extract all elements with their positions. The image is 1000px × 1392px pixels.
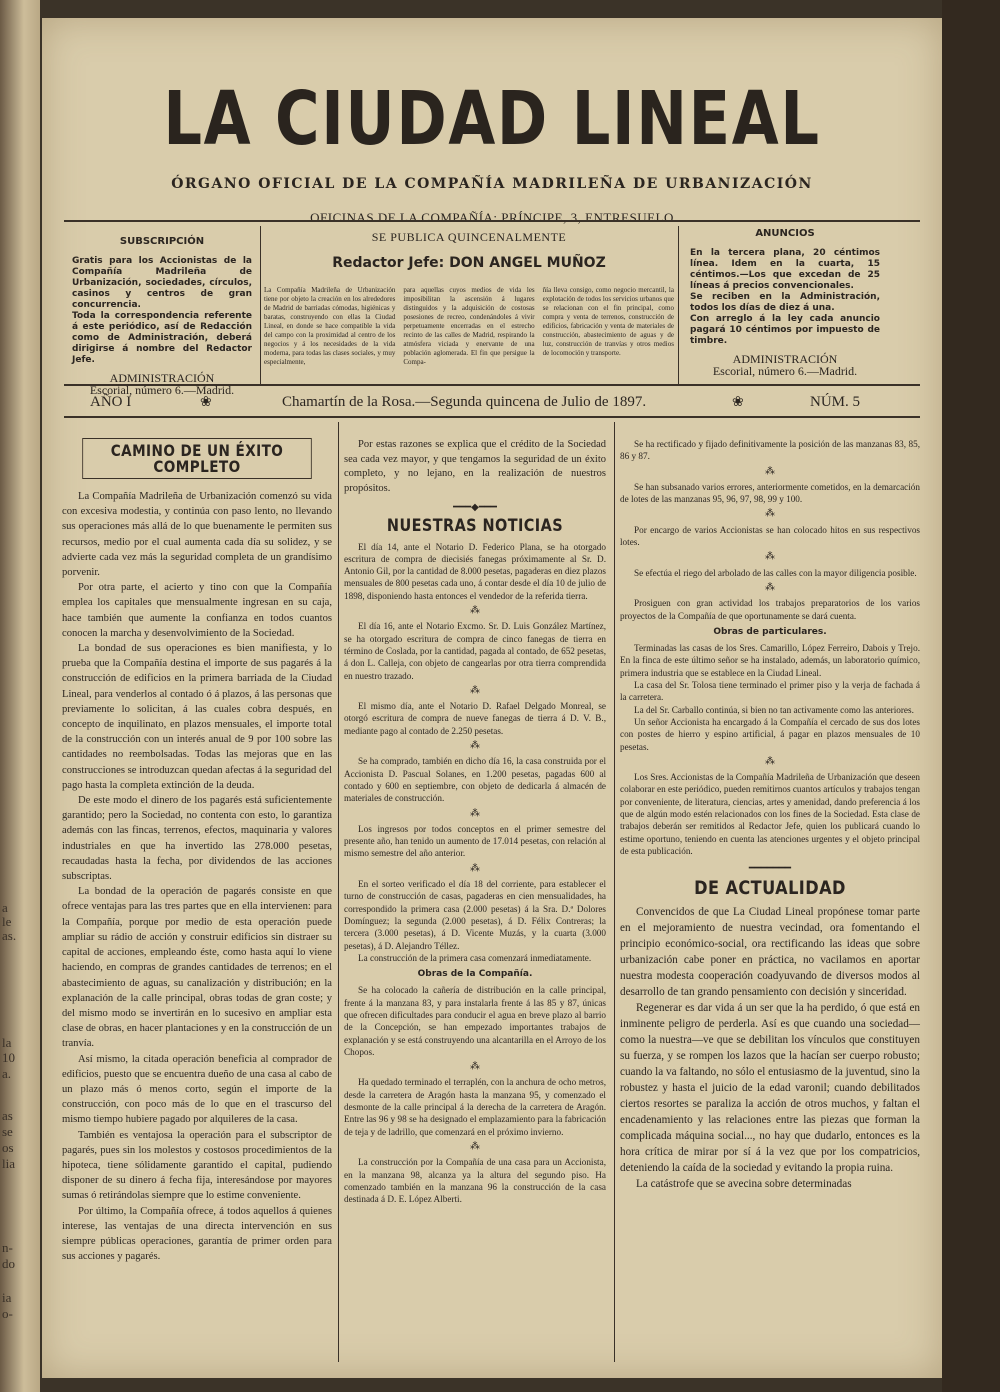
- ads-address: Escorial, número 6.—Madrid.: [712, 364, 858, 378]
- edge-fragment: lia: [2, 1156, 15, 1171]
- issue-number: NÚM. 5: [810, 394, 861, 410]
- news-item: La casa del Sr. Tolosa tiene terminado el primer piso y la verja de fachada á la carretera.: [620, 680, 920, 703]
- ornament-icon: ❀: [732, 394, 744, 410]
- offices-address: OFICINAS DE LA COMPAÑÍA: PRÍNCIPE, 3, ENTRESUELO: [310, 210, 674, 225]
- news-item: El día 16, ante el Notario Excmo. Sr. D. Luis González Martínez, se ha otorgado escritura de compra de cinco fanegas de tierra en término de Coslada, por la cantidad, pagada al contado, de 652 pesetas, á don L. Calleja, con objeto de cangearlas por otra tierra comprendida en nuestro trazado.: [344, 621, 607, 681]
- editorial-info: [264, 230, 674, 271]
- paragraph: La catástrofe que se avecina sobre determinadas: [636, 1177, 852, 1190]
- article-heading: CAMINO DE UN ÉXITO COMPLETO: [82, 438, 312, 479]
- news-item: Se ha colocado la cañería de distribución en la calle principal, frente á la manzana 83, y para instalarla frente á las 85 y 87, únicas que ofrecen dificultades para conducir el agua en breve plazo al barrio de la Concepción, se han empezado importantes trabajos de explanación y se está construyendo una alcantarilla en el Arroyo de los Chopos.: [344, 985, 606, 1057]
- paragraph: También es ventajosa la operación para el subscriptor de pagarés, pues sin los molestos y costosos procedimientos de la hipoteca, tiene sólidamente garantido el capital, pudiendo disponer de su dinero á fecha fija, interesándose por mayores sumas ó retirándolas siempre que lo estime conveniente.: [62, 1129, 332, 1202]
- article-column-1: [62, 438, 332, 1264]
- news-item: Se han subsanado varios errores, anteriormente cometidos, en la demarcación de lotes de las manzanas 95, 96, 97, 98, 99 y 100.: [620, 481, 920, 505]
- news-item: Prosiguen con gran actividad los trabajos preparatorios de los varios proyectos de la Compañía de que oportunamente se dará cuenta.: [620, 598, 920, 621]
- purpose-text: El fin que persigue la Compa-: [403, 349, 535, 366]
- adjacent-page-edge: [0, 0, 40, 1392]
- ornament-rule: ━━━◆━━━: [453, 502, 497, 513]
- news-item: La construcción por la Compañía de una casa para un Accionista, en la manzana 98, alcanza ya la altura del segundo piso. Ha comenzado también en la manzana 96 la construcción de la casa destinada á D. E. López Alberti.: [344, 1157, 606, 1205]
- news-item: La construcción de la primera casa comenzará inmediatamente.: [358, 952, 592, 963]
- ads-text: En la tercera plana, 20 céntimos línea. Idem en la cuarta, 15 céntimos.—Los que excedan de 25 líneas á precios convencionales.: [690, 248, 880, 291]
- news-item: Ha quedado terminado el terraplén, con la anchura de ocho metros, desde la carretera de Aragón hasta la manzana 95, y comenzado el desmonte de la calle principal á la derecha de la carretera de Aragón. Entre las 96 y 98 se ha designado el emplazamiento para la fabricación de teja y de ladrillo, que comenzará en el próximo invierno.: [344, 1077, 606, 1137]
- separator-stars: ⁂: [765, 551, 775, 563]
- edge-fragment: do: [2, 1256, 15, 1271]
- column-divider: [338, 422, 339, 1362]
- section-heading: NUESTRAS NOTICIAS: [386, 516, 564, 537]
- news-item: Terminadas las casas de los Sres. Camarillo, López Ferreiro, Dabois y Trejo. En la finca de este último señor se ha instalado, además, un laboratorio químico, primera industria que se establece en la Ciudad Lineal.: [620, 643, 920, 678]
- paragraph: Por otra parte, el acierto y tino con que la Compañía emplea los capitales que mensualmente ingresan en su caja, hace también que aumente la confianza en todos cuantos conocen la marcha y desenvolvimiento de la Sociedad.: [62, 582, 332, 639]
- subscription-heading: SUBSCRIPCIÓN: [119, 236, 205, 247]
- separator-stars: ⁂: [765, 755, 775, 767]
- edge-fragment: ia: [2, 1290, 12, 1305]
- purpose-column: La Compañía Madrileña de Urbanización tiene por objeto la creación en los alrededores de Madrid de barriadas cómodas, higiénicas y baratas, construyendo con ellas la Ciudad Lineal, en donde se hace compatible la vida del campo con la proximidad al centro de los negocios y á los necesidades de la vida moderna, para todas las clases sociales, y muy especialmente,: [264, 286, 396, 366]
- header-rule-top: [64, 220, 920, 222]
- subscription-box: [72, 236, 252, 396]
- edge-fragment: a.: [2, 1066, 12, 1081]
- separator-stars: ⁂: [765, 581, 775, 593]
- paragraph: Regenerar es dar vida á un ser que la ha perdido, ó que está en inminente peligro de perderla. Así es que cuando una sociedad—como la nuestra—ve que se debilitan los vínculos que constituyen su fuerza, y se rompen los lazos que la hacían ser cuerpo robusto; cuando la va faltando, no sólo el entusiasmo de la juventud, sino la robustez y hasta el juicio de la edad varonil; cuando debilitados ciertos resortes se paraliza la acción de otros muchos, y faltan el encadenamiento y las relaciones entre las piezas que forman la complicada máquina social..., no hay que dudarlo, entonces es la hora crítica de mirar por sí á la vez que por los compatricios, deteniendo la caída de la sociedad y evitando la propia ruina.: [620, 1001, 920, 1174]
- paragraph: De este modo el dinero de los pagarés está suficientemente garantido; pero la Sociedad, no contenta con esto, lo garantiza además con las fincas, terrenos, efectos, maquinaria y valores industriales en que ha invertido las 278.000 pesetas, recaudadas hasta la fecha, por dividendos de las acciones subscriptas.: [62, 795, 332, 883]
- editor-in-chief: Redactor Jefe: DON ANGEL MUÑOZ: [332, 255, 606, 271]
- news-item: El día 14, ante el Notario D. Federico Plana, se ha otorgado escritura de compra de diecisiés fanegas próximamente al Sr. D. Antonio Gil, por la cantidad de 8.000 pesetas, pagaderas en diez plazos mensuales de 800 pesetas cada uno, á contar desde el día 10 de julio de 1898, disponiendo hasta entonces el vendedor de la referida tierra.: [344, 541, 606, 601]
- dateline-rule-bottom: [64, 416, 920, 418]
- paragraph: Convencidos de que La Ciudad Lineal propónese tomar parte en el mejoramiento de nuestra vecindad, ora fomentando el principio económico-social, ora rectificando las ideas que sobre urbanización cabe poner en práctica, no vacilamos en aportar nuestra modesta cooperación coadyuvando de diversos modos al desarrollo de tan grando pensamiento con decisión y sinceridad.: [620, 905, 920, 998]
- newspaper-title: LA CIUDAD LINEAL: [163, 76, 821, 162]
- news-item: Se ha comprado, también en dicho día 16, la casa construida por el Accionista D. Pascual Solanes, en 1.200 pesetas, pagadas 600 al contado y 600 en septiembre, con objeto de dedicarla á almacén de materiales de construcción.: [344, 756, 606, 804]
- news-item: Por encargo de varios Accionistas se han colocado hitos en sus respectivos lotes.: [620, 524, 920, 548]
- paragraph: Así mismo, la citada operación beneficia al comprador de edificios, puesto que se encuentra dueño de una casa al cabo de un plazo más ó menos corto, según el importe de la construcción, con poco más de lo que en el trascurso del mismo tiempo hubiere pagado por alquileres de la casa.: [62, 1053, 332, 1126]
- separator-stars: ⁂: [470, 605, 480, 617]
- header-divider-left: [260, 226, 261, 384]
- news-item: Se efectúa el riego del arbolado de las calles con la mayor diligencia posible.: [634, 567, 917, 578]
- separator-stars: ⁂: [470, 684, 480, 696]
- edge-fragment: as.: [2, 928, 17, 943]
- purpose-column: ñía lleva consigo, como negocio mercantil, la explotación de todos los servicios urbanos que se relacionan con el fin principal, como compra y venta de terrenos, construcción de edificios, fabricación y venta de materiales de construcción, abastecimiento de aguas y de luz, construcción de tranvías y otros medios de locomoción y transporte.: [542, 286, 674, 357]
- separator-stars: ⁂: [470, 807, 480, 819]
- header-divider-right: [678, 226, 679, 384]
- separator-stars: ⁂: [765, 508, 775, 520]
- section-heading: DE ACTUALIDAD: [694, 876, 846, 899]
- separator-stars: ⁂: [470, 862, 480, 874]
- paragraph: La Compañía Madrileña de Urbanización comenzó su vida con excesiva modestia, y continúa con paso lento, no llevando sus operaciones más allá de lo que buenamente le permiten sus recursos, medio por el cual aumenta cada día su solidez, y se advierte cada vez más la seguridad completa de un grandísimo porvenir.: [62, 491, 332, 579]
- purpose-column: [403, 286, 534, 367]
- paragraph: La bondad de sus operaciones es bien manifiesta, y lo prueba que la Compañía destina el importe de sus pagarés á la construcción de edificios en la primera barriada de la Ciudad Lineal, para venderlos al contado ó á plazos, á las personas que previamente lo solicitan, á las cuales cobra después, en concepto de inquilinato, en plazos mensuales, el importe total de la construcción con un interés anual de 9 por 100 sobre las cantidades no reembolsadas. Todas las mejoras que en las construcciones se introduzcan quedan afectas á la seguridad del pago hasta la completa extinción de la deuda.: [62, 643, 332, 791]
- news-item: Los ingresos por todos conceptos en el primer semestre del presente año, han tenido un aumento de 17.014 pesetas, con relación al mismo semestre del año anterior.: [344, 823, 606, 859]
- separator-stars: ⁂: [470, 740, 480, 752]
- ads-heading: ANUNCIOS: [755, 228, 815, 239]
- scan-background: [942, 0, 1000, 1392]
- ads-text: Se reciben en la Administración, todos los días de diez á una.: [690, 292, 880, 313]
- ornament-rule: ━━━━━━━: [748, 863, 792, 875]
- company-purpose: [264, 286, 674, 367]
- edge-fragment: 10: [2, 1050, 15, 1065]
- subscription-text: Toda la correspondencia referente á este periódico, así de Redacción como de Administración, deberá dirigirse á nombre del Redactor Jefe.: [72, 311, 252, 365]
- edge-fragment: n-: [2, 1240, 13, 1255]
- news-column-3: [620, 438, 920, 1192]
- edge-fragment: as: [2, 1108, 13, 1123]
- ads-admin: ADMINISTRACIÓN: [732, 352, 838, 366]
- paragraph: Por estas razones se explica que el crédito de la Sociedad sea cada vez mayor, y que tengamos la seguridad de un éxito completo, y no lejano, en la realización de nuestros propósitos.: [344, 439, 606, 494]
- ads-text: Con arreglo á la ley cada anuncio pagará 10 céntimos por impuesto de timbre.: [690, 314, 880, 346]
- edge-fragment: os: [2, 1140, 14, 1155]
- news-item: En el sorteo verificado el día 18 del corriente, para establecer el turno de construcción de casas, pagaderas en cien mensualidades, ha correspondido la primera casa (2.000 pesetas) á la Sra. D.ª Dolores Domínguez; la segunda (2.000 pesetas), á D. Félix Contreras; la tercera (3.000 pesetas), á D. Vicente Muzás, y la cuarta (3.000 pesetas), á D. Alejandro Téllez.: [344, 879, 606, 951]
- edge-fragment: la: [2, 1035, 12, 1050]
- subscription-admin: ADMINISTRACIÓN: [109, 371, 215, 385]
- subscription-text: Gratis para los Accionistas de la Compañía Madrileña de Urbanización, sociedades, círculos, casinos y centros de gran concurrencia.: [72, 256, 252, 310]
- news-item: Los Sres. Accionistas de la Compañía Madrileña de Urbanización que deseen colaborar en este periódico, pueden remitirnos cuantos artículos y trabajos tengan por conveniente, de literatura, ciencias, artes y amenidad, dando preferencia á los que de algún modo estén relacionados con los fines de la Sociedad. Esta clase de trabajos deberán ser remitidos al Redactor Jefe, quien los publicará cuando lo estime oportuno, teniendo en cuenta las atenciones urgentes y el objeto principal de esta publicación.: [620, 772, 920, 856]
- volume-year: AÑO I: [90, 394, 132, 410]
- news-item: Se ha rectificado y fijado definitivamente la posición de las manzanas 83, 85, 86 y 87.: [620, 439, 920, 462]
- subsection-heading: Obras de la Compañía.: [417, 969, 533, 980]
- separator-stars: ⁂: [765, 465, 775, 477]
- edge-fragment: o-: [2, 1306, 13, 1321]
- subscription-address: Escorial, número 6.—Madrid.: [89, 383, 235, 397]
- place-and-date: Chamartín de la Rosa.—Segunda quincena de Julio de 1897.: [282, 394, 647, 410]
- paragraph: La bondad de la operación de pagarés consiste en que ofrece ventajas para las tres partes que en ella intervienen: para la Compañía, porque por medio de esta operación puede ampliar su rádio de acción y construir edificios sin distraer su capital de acciones, empleando éste, como hasta aquí lo viene haciendo, en compras de grandes cantidades de terrenos; en el abastecimiento de aguas, su canalización y distribución; en la explanación de la calle principal, obras todas de gran coste; y del mismo modo se invertirán en lo sucesivo en ampliar esta clase de obras, en hacer plantaciones y en la construcción de un tranvía.: [62, 886, 332, 1050]
- paragraph: Por último, la Compañía ofrece, á todos aquellos á quienes interese, las ventajas de una directa intervención en sus siempre públicas operaciones, garantía de primer orden para sus acciones y pagarés.: [62, 1205, 332, 1263]
- purpose-text: para aquellas cuyos medios de vida les imposibilitan la ascensión á lugares distinguidos y la adquisición de costosas posesiones de recreo, condenándoles á vivir perpetuamente encerradas en el estrecho recinto de las calles de Madrid, respirando la atmósfera viciada y enervante de una población aglomerada.: [403, 286, 535, 357]
- news-column: [344, 438, 606, 1205]
- newspaper-subtitle: ÓRGANO OFICIAL DE LA COMPAÑÍA MADRILEÑA DE URBANIZACIÓN: [171, 176, 813, 192]
- edge-fragment: se: [2, 1124, 13, 1139]
- edge-fragment: le: [2, 914, 12, 929]
- ads-box: [690, 228, 880, 377]
- edge-fragment: a: [2, 900, 8, 915]
- news-item: Un señor Accionista ha encargado á la Compañía el cercado de sus dos lotes con postes de hierro y espino artificial, á pagar en plazos mensuales de 10 pesetas.: [620, 716, 920, 752]
- separator-stars: ⁂: [470, 1061, 480, 1073]
- column-divider: [614, 422, 615, 1362]
- ornament-icon: ❀: [200, 394, 212, 410]
- dateline-rule-top: [64, 384, 920, 386]
- news-item: La del Sr. Carballo continúa, si bien no tan activamente como las anteriores.: [634, 704, 914, 715]
- newspaper-page: [42, 18, 942, 1378]
- publication-frequency: SE PUBLICA QUINCENALMENTE: [371, 230, 567, 244]
- subsection-heading: Obras de particulares.: [713, 626, 827, 637]
- separator-stars: ⁂: [470, 1140, 480, 1152]
- news-item: El mismo día, ante el Notario D. Rafael Delgado Monreal, se otorgó escritura de compra de nueve fanegas de tierra á D. V. B., mediante pago al contado de 2.250 pesetas.: [344, 701, 606, 736]
